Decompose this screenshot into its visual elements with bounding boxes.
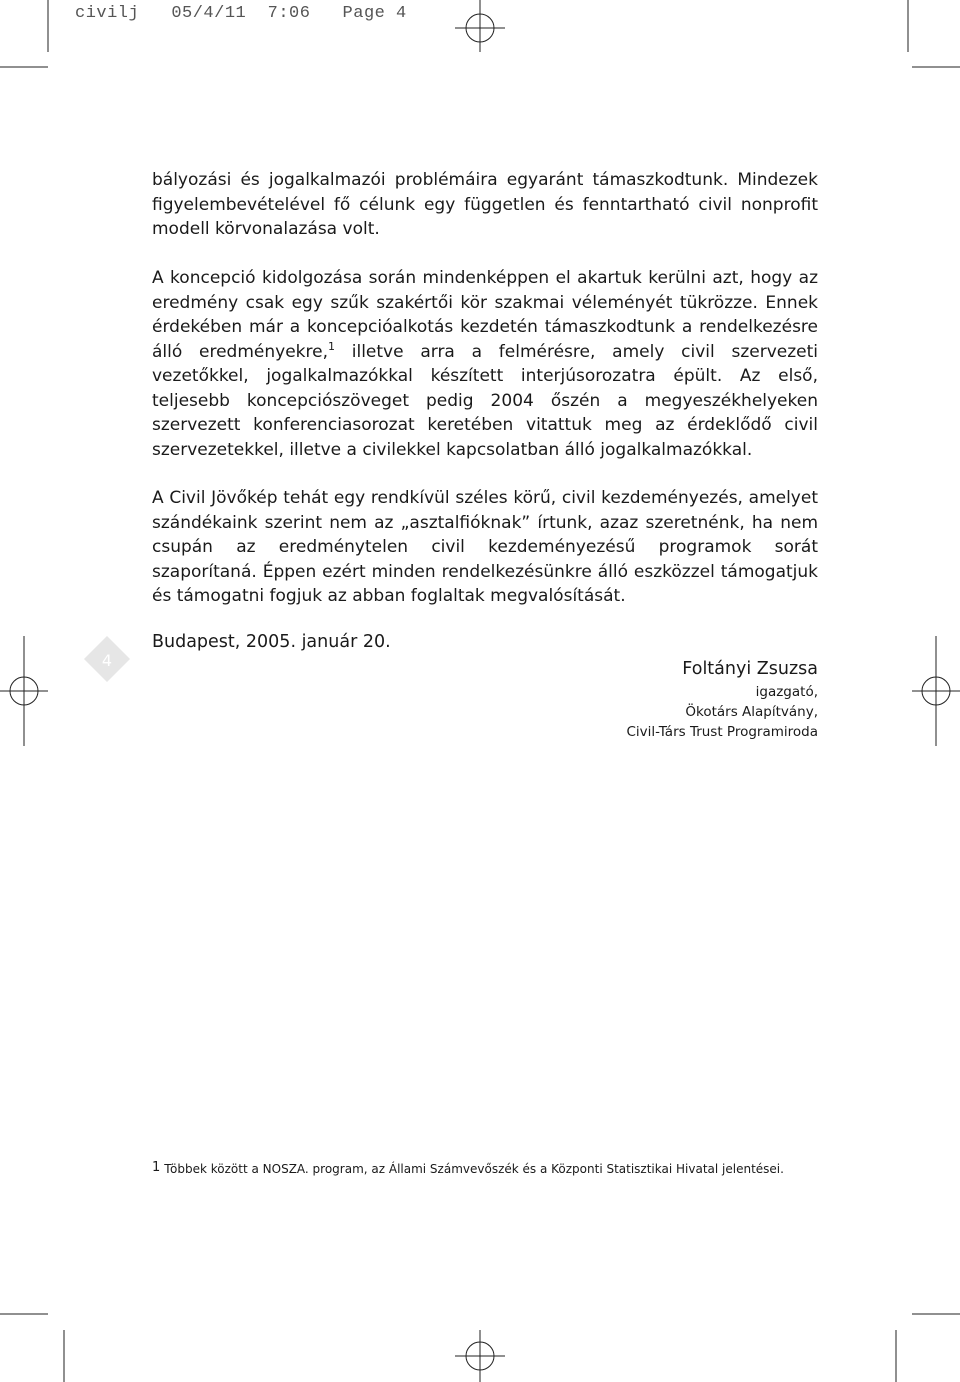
paragraph-2-text-a: A koncepció kidolgozása során mindenképpen el akartuk kerülni azt, hogy az eredmény csak egy szűk szakértői kör szakmai véleményét tükrözze. Ennek érdekében már a koncepcióalkotás kezdetén támaszkodtunk a rendelkezésre álló eredményekre, [152,268,818,362]
signer-organization-1: Ökotárs Alapítvány, [685,704,818,720]
signer-organization-2: Civil-Társ Trust Programiroda [626,724,818,740]
paragraph-2-text-b: illetve arra a felmérésre, amely civil szervezeti vezetőkkel, jogalkalmazókkal készített interjúsorozatra épült. Az első, teljesebb koncepciószöveget pedig 2004 őszén a megyeszékhelyeken szervezett konferenciasorozat keretében vitattuk meg az érdeklődő civil szervezetekkel, illetve a civilekkel kapcsolatban álló jogalkalmazókkal. [152,341,818,460]
footnote-number: 1 [152,1160,161,1175]
registration-mark-top [455,0,505,52]
signer-name: Foltányi Zsuzsa [682,659,818,679]
page-number: 4 [101,651,113,670]
place-date: Budapest, 2005. január 20. [152,632,391,652]
registration-mark-right [912,636,960,746]
footnote-text: Többek között a NOSZA. program, az Állami Számvevőszék és a Központi Statisztikai Hivatal jelentései. [164,1162,784,1176]
signature-block [418,656,818,742]
registration-mark-bottom [455,1330,505,1382]
paragraph-3: A Civil Jövőkép tehát egy rendkívül széles körű, civil kezdeményezés, amelyet szándékaink szerint nem az „asztalfióknak” írtunk, azaz szeretnénk, ha nem csupán az eredménytelen civil kezdeményezésű programok sorát szaporítaná. Éppen ezért minden rendelkezésünkre álló eszközzel támogatjuk és támogatni fogjuk az abban foglaltak megvalósítását. [152,488,818,606]
print-slug: civilj 05/4/11 7:06 Page 4 [75,4,407,23]
footnote [152,1160,784,1176]
signer-title: igazgató, [755,684,818,700]
paragraph-2 [152,266,818,462]
page-number-diamond [84,636,130,682]
registration-mark-left [0,636,48,746]
footnote-reference: 1 [328,339,335,353]
paragraph-1: bályozási és jogalkalmazói problémáira egyaránt támaszkodtunk. Mindezek figyelembevételével fő célunk egy független és fenntartható civil nonprofit modell körvonalazása volt. [152,170,818,239]
